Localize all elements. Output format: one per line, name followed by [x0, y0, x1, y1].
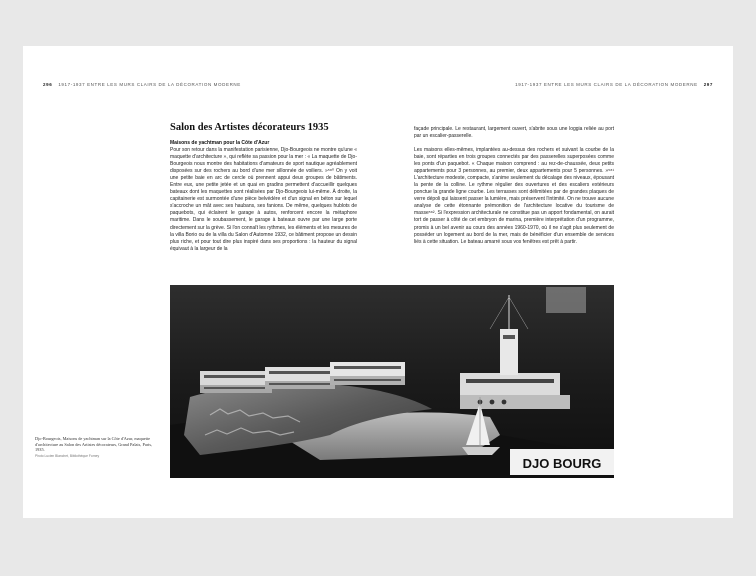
housing-block-2	[265, 367, 335, 389]
housing-block-1	[200, 371, 272, 393]
left-running-header	[37, 82, 241, 87]
section-title: Salon des Artistes décorateurs 1935	[170, 122, 329, 133]
harbour-masters-building	[460, 373, 570, 409]
photo-credit: Photo Lucien Blanchet, Bibliothèque Forney	[35, 453, 100, 458]
right-running-title: 1917-1937 ENTRE LES MURS CLAIRS DE LA DÉCORATION MODERNE	[515, 82, 698, 87]
housing-block-3	[330, 362, 405, 385]
left-column-text: Pour son retour dans la manifestation parisienne, Djo-Bourgeois ne montre qu'une « maquette d'architecture », qui reflète sa passion pour la mer : « La maquette de Djo-Bourgeois nous montre des habitations d'amateurs de sport nautique agréablement disposées sur des rochers au bord d'une mer sillonnée de voiliers. »⁵⁸⁰ On y voit une petite baie en arc de cercle où prennent appui deux groupes de bâtiments. Entre eux, une petite jetée et un quai en gradins permettent d'accueillir quelques bateaux dont les maquettes sont réalisées par Djo-Bourgeois lui-même. À droite, la capitainerie est surmontée d'une pièce belvédère et d'un signal en béton sur lequel s'accroche un mât avec ses haubans, ses fanions. De même, quelques hublots de paquebots, qui éclairent le garage à autos, renforcent encore la métaphore maritime. Dans le soubassement, le garage à bateaux ouvre par une large porte directement sur la grève. Si l'on connaît les rythmes, les éléments et les mesures de la villa Borio ou de la villa du Salon d'Automne 1932, ce bâtiment propose un dessin plus riche, et pour tout dire plus inspiré dans ses proportions : la hauteur du signal équivaut à la largeur de la	[170, 147, 357, 252]
right-column-text: Les maisons elles-mêmes, implantées au-dessus des rochers et suivant la courbe de la baie, sont réparties en trois groupes connectés par des passerelles superposées comme les ponts d'un paquebot. « Chaque maison comprend : au rez-de-chaussée, deux petits appartements pour 3 personnes, au premier, deux appartements pour 5 personnes. »⁵⁸¹ L'architecture modeste, compacte, s'anime seulement du décalage des niveaux, épousant la pente de la colline. Le rythme régulier des ouvertures et des escaliers extérieurs ponctue la grande ligne courbe. Les terrasses sont délimitées par de grandes plaques de verre dépoli qui laissent passer la lumière, mais préservent l'intimité. On ne trouve aucune analyse de cette étonnante prémonition de l'architecture locative du tourisme de masse⁵⁸². Si l'expression architecturale ne constitue pas un apport fondamental, on aurait tort de passer à côté de cet embryon de marina, première interprétation d'un programme, promis à un bel avenir au cours des années 1960-1970, où il ne s'agit plus seulement de posséder un logement au bord de la mer, mais de bénéficier d'un ensemble de services liés à cette situation. Le bateau amarré sous vos fenêtres est prêt à partir.	[414, 147, 614, 245]
left-running-title: 1917-1937 ENTRE LES MURS CLAIRS DE LA DÉCORATION MODERNE	[58, 82, 241, 87]
architectural-model-photo	[170, 285, 614, 478]
right-page-number: 297	[703, 82, 713, 87]
right-running-header	[515, 82, 719, 87]
right-column-intro-text: façade principale. Le restaurant, largement ouvert, s'abrite sous une loggia reliée au port par un escalier-passerelle.	[414, 126, 614, 140]
figure-caption	[35, 436, 157, 459]
studio-panel	[546, 287, 586, 313]
book-spread	[23, 46, 733, 518]
sign-board-text: DJO BOURG	[522, 456, 602, 471]
caption-text: Djo-Bourgeois, Maisons de yachtman sur la Côte d'Azur, maquette d'architecture au Salon des Artistes décorateurs, Grand Palais, Paris, 1935.	[35, 436, 153, 453]
left-page-number: 296	[43, 82, 53, 87]
subheading: Maisons de yachtman pour la Côte d'Azur	[170, 140, 270, 146]
